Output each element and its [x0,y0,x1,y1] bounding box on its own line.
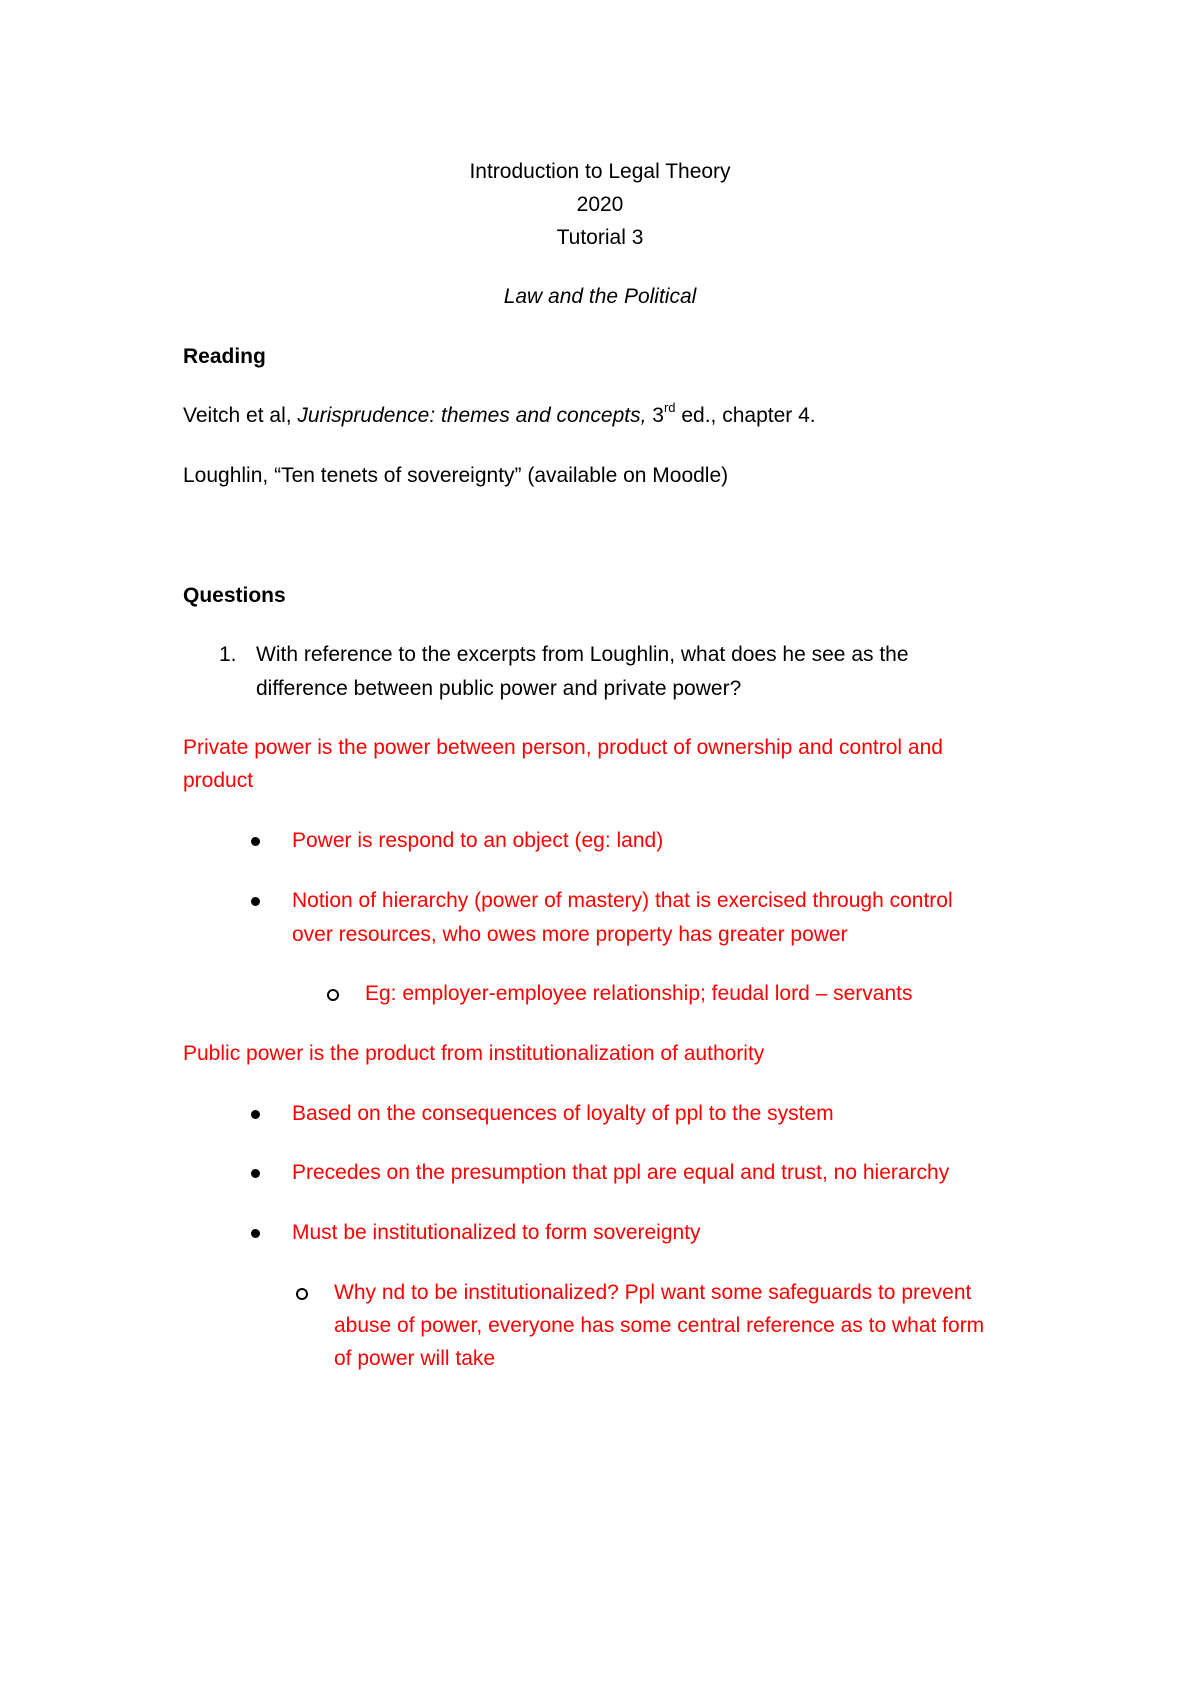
answer-public-bullet-2: Precedes on the presumption that ppl are equal and trust, no hierarchy [292,1161,950,1184]
questions-heading: Questions [183,584,286,607]
document-year: 2020 [576,193,624,216]
question-1-line-1: With reference to the excerpts from Loughlin, what does he see as the [256,643,909,666]
document-title: Introduction to Legal Theory [469,160,731,183]
answer-public-line-1: Public power is the product from institutionalization of authority [183,1042,765,1065]
reading-edition-rest: ed., chapter 4. [675,404,816,427]
question-number: 1. [219,643,237,666]
answer-public-bullet-1: Based on the consequences of loyalty of ppl to the system [292,1102,834,1125]
answer-private-bullet-2-line-1: Notion of hierarchy (power of mastery) that is exercised through control [292,889,953,912]
question-1-line-2: difference between public power and private power? [256,677,742,700]
reading-heading: Reading [183,345,266,368]
bullet-dot-icon [251,897,260,906]
bullet-ring-icon [327,989,339,1001]
bullet-dot-icon [251,1169,260,1178]
bullet-dot-icon [251,1229,260,1238]
answer-public-subbullet-1-line-2: abuse of power, everyone has some central reference as to what form [334,1314,985,1337]
reading-book-title: Jurisprudence: themes and concepts, [297,404,647,427]
reading-edition-number: 3 [646,404,664,427]
answer-private-bullet-1: Power is respond to an object (eg: land) [292,829,664,852]
answer-private-line-2: product [183,769,254,792]
tutorial-number: Tutorial 3 [556,226,644,249]
answer-private-subbullet-1: Eg: employer-employee relationship; feudal lord – servants [365,982,913,1005]
answer-public-subbullet-1-line-1: Why nd to be institutionalized? Ppl want some safeguards to prevent [334,1281,972,1304]
reading-edition-superscript: rd [663,400,676,415]
tutorial-subtitle: Law and the Political [503,285,697,308]
reading-item-veitch [183,398,816,434]
reading-item-loughlin: Loughlin, “Ten tenets of sovereignty” (available on Moodle) [183,464,729,487]
bullet-dot-icon [251,1110,260,1119]
answer-public-subbullet-1-line-3: of power will take [334,1347,496,1370]
reading-author: Veitch et al, [183,404,298,427]
bullet-ring-icon [296,1288,308,1300]
answer-private-line-1: Private power is the power between person, product of ownership and control and [183,736,943,759]
bullet-dot-icon [251,837,260,846]
answer-private-bullet-2-line-2: over resources, who owes more property has greater power [292,923,848,946]
answer-public-bullet-3: Must be institutionalized to form sovereignty [292,1221,701,1244]
